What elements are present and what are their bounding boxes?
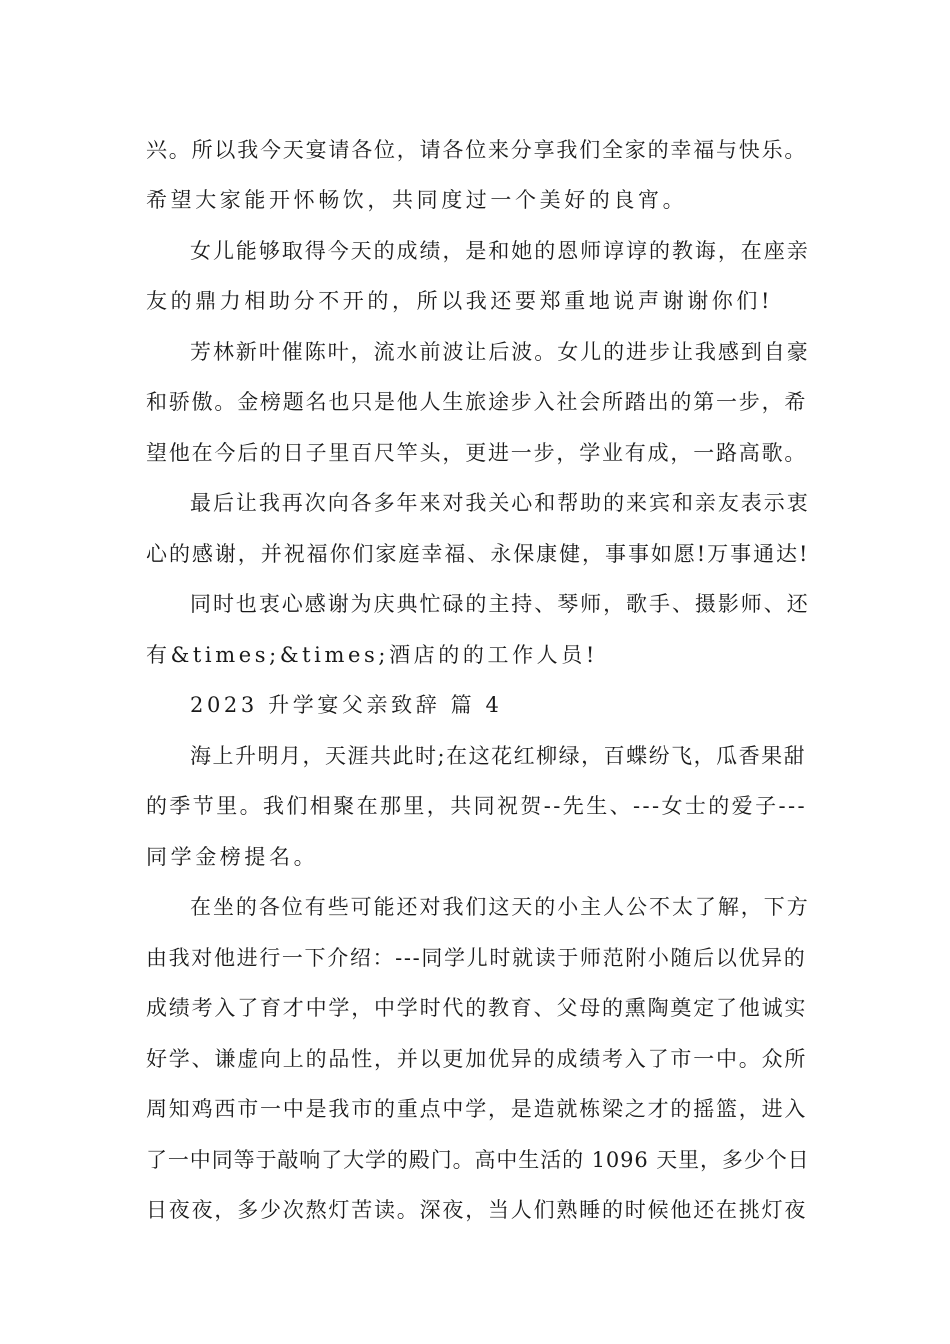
paragraph-first-line: 最后让我再次向各多年来对我关心和帮助的来宾和亲友表示衷	[190, 491, 810, 515]
text-line: 日夜夜，多少次熬灯苦读。深夜，当人们熟睡的时候他还在挑灯夜	[146, 1198, 808, 1222]
text-line: 周知鸡西市一中是我市的重点中学，是造就栋梁之才的摇篮，进入	[146, 1097, 808, 1121]
text-line: 的季节里。我们相聚在那里，共同祝贺--先生、---女士的爱子---	[146, 794, 807, 818]
text-line: 兴。所以我今天宴请各位，请各位来分享我们全家的幸福与快乐。	[146, 138, 808, 162]
paragraph-first-line: 在坐的各位有些可能还对我们这天的小主人公不太了解，下方	[190, 895, 810, 919]
text-line: 希望大家能开怀畅饮，共同度过一个美好的良宵。	[146, 188, 688, 212]
text-line: 望他在今后的日子里百尺竿头，更进一步，学业有成，一路高歌。	[146, 441, 808, 465]
paragraph-first-line: 海上升明月，天涯共此时;在这花红柳绿，百蝶纷飞，瓜香果甜	[190, 744, 807, 768]
text-line: 友的鼎力相助分不开的，所以我还要郑重地说声谢谢你们!	[146, 289, 774, 313]
text-line: 由我对他进行一下介绍：---同学儿时就读于师范附小随后以优异的	[146, 946, 807, 970]
text-line: 了一中同等于敲响了大学的殿门。高中生活的 1096 天里，多少个日	[146, 1148, 810, 1172]
text-line: 好学、谦虚向上的品性，并以更加优异的成绩考入了市一中。众所	[146, 1047, 808, 1071]
text-line: 同学金榜提名。	[146, 845, 319, 869]
paragraph-first-line: 芳林新叶催陈叶，流水前波让后波。女儿的进步让我感到自豪	[190, 340, 810, 364]
text-line: 心的感谢，并祝福你们家庭幸福、永保康健，事事如愿!万事通达!	[146, 542, 810, 566]
text-line: 和骄傲。金榜题名也只是他人生旅途步入社会所踏出的第一步，希	[146, 390, 808, 414]
text-line: 成绩考入了育才中学，中学时代的教育、父母的熏陶奠定了他诚实	[146, 996, 808, 1020]
paragraph-first-line: 女儿能够取得今天的成绩，是和她的恩师谆谆的教诲，在座亲	[190, 239, 810, 263]
paragraph-first-line: 同时也衷心感谢为庆典忙碌的主持、琴师，歌手、摄影师、还	[190, 592, 810, 616]
text-line: 有&times;&times;酒店的的工作人员!	[146, 643, 598, 667]
section-heading: 2023 升学宴父亲致辞 篇 4	[190, 693, 503, 717]
